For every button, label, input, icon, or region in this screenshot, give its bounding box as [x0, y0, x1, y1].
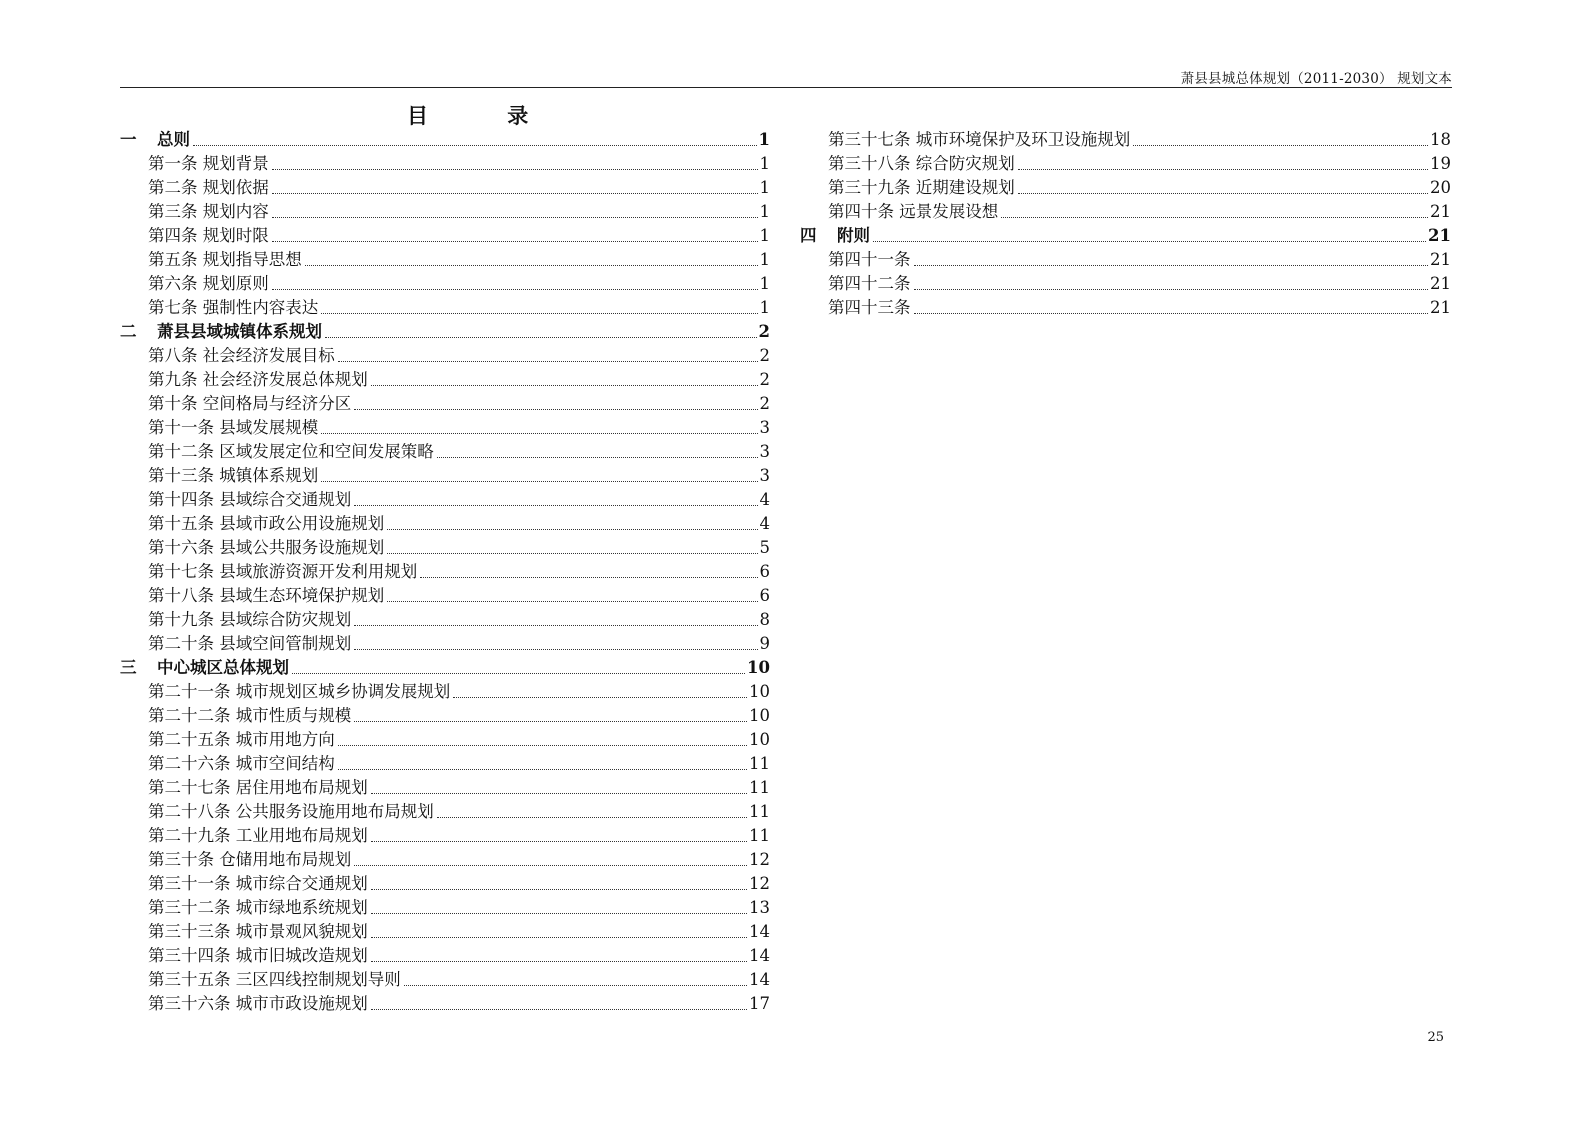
toc-entry-page: 10 — [749, 706, 770, 725]
toc-entry-page: 3 — [759, 418, 770, 437]
toc-entry-page: 1 — [758, 130, 770, 149]
toc-entry-label: 第五条 规划指导思想 — [148, 250, 302, 269]
toc-dot-leader — [371, 961, 747, 962]
toc-entry-page: 3 — [759, 442, 770, 461]
toc-article-entry[interactable] — [120, 800, 770, 824]
toc-entry-page: 12 — [749, 850, 770, 869]
toc-entry-page: 2 — [758, 322, 770, 341]
toc-article-entry[interactable] — [120, 680, 770, 704]
toc-entry-page: 5 — [759, 538, 770, 557]
toc-entry-page: 6 — [759, 586, 770, 605]
toc-article-entry[interactable] — [120, 776, 770, 800]
toc-entry-label: 第十四条 县域综合交通规划 — [148, 490, 352, 509]
toc-dot-leader — [272, 193, 758, 194]
toc-entry-label: 第二条 规划依据 — [148, 178, 269, 197]
toc-article-entry[interactable] — [120, 824, 770, 848]
toc-article-entry[interactable] — [120, 704, 770, 728]
toc-entry-label: 第十七条 县域旅游资源开发利用规划 — [148, 562, 418, 581]
page-number: 25 — [1427, 1030, 1444, 1045]
toc-entry-page: 8 — [759, 610, 770, 629]
toc-entry-page: 19 — [1430, 154, 1451, 173]
toc-article-entry[interactable] — [120, 344, 770, 368]
toc-entry-page: 21 — [1430, 250, 1451, 269]
toc-article-entry[interactable] — [120, 872, 770, 896]
toc-dot-leader — [453, 697, 747, 698]
toc-entry-label: 第一条 规划背景 — [148, 154, 269, 173]
toc-entry-label: 第二十一条 城市规划区城乡协调发展规划 — [148, 682, 451, 701]
toc-entry-label: 第七条 强制性内容表达 — [148, 298, 319, 317]
toc-article-entry[interactable] — [120, 536, 770, 560]
toc-dot-leader — [371, 889, 747, 890]
toc-article-entry[interactable] — [120, 176, 770, 200]
toc-entry-label: 第十二条 区域发展定位和空间发展策略 — [148, 442, 434, 461]
toc-article-entry[interactable] — [120, 560, 770, 584]
toc-dot-leader — [437, 457, 758, 458]
toc-article-entry[interactable] — [120, 728, 770, 752]
toc-chapter-number: 三 — [120, 658, 137, 677]
toc-dot-leader — [371, 793, 747, 794]
toc-article-entry[interactable] — [120, 512, 770, 536]
toc-article-entry[interactable] — [120, 632, 770, 656]
toc-entry-label: 中心城区总体规划 — [157, 658, 289, 677]
toc-entry-label: 第二十五条 城市用地方向 — [148, 730, 335, 749]
toc-dot-leader — [354, 505, 757, 506]
toc-dot-leader — [272, 169, 758, 170]
toc-dot-leader — [914, 265, 1429, 266]
toc-article-entry[interactable] — [120, 464, 770, 488]
toc-dot-leader — [272, 289, 758, 290]
toc-dot-leader — [1001, 217, 1428, 218]
toc-entry-page: 21 — [1430, 274, 1451, 293]
toc-entry-label: 第三十八条 综合防灾规划 — [828, 154, 1015, 173]
toc-entry-page: 11 — [749, 754, 770, 773]
toc-entry-label: 第二十六条 城市空间结构 — [148, 754, 335, 773]
toc-chapter-number: 四 — [800, 226, 817, 245]
toc-entry-label: 第十一条 县域发展规模 — [148, 418, 319, 437]
toc-entry-label: 第二十条 县域空间管制规划 — [148, 634, 352, 653]
toc-article-entry[interactable] — [800, 272, 1451, 296]
toc-entry-label: 第三十二条 城市绿地系统规划 — [148, 898, 368, 917]
toc-article-entry[interactable] — [120, 152, 770, 176]
toc-entry-label: 第十六条 县域公共服务设施规划 — [148, 538, 385, 557]
toc-dot-leader — [338, 769, 747, 770]
toc-entry-page: 6 — [759, 562, 770, 581]
toc-chapter-number: 一 — [120, 130, 137, 149]
toc-dot-leader — [387, 529, 757, 530]
toc-article-entry[interactable] — [120, 248, 770, 272]
toc-entry-label: 第三十三条 城市景观风貌规划 — [148, 922, 368, 941]
toc-entry-page: 2 — [759, 346, 770, 365]
toc-article-entry[interactable] — [800, 128, 1451, 152]
toc-dot-leader — [437, 817, 747, 818]
toc-dot-leader — [1018, 169, 1428, 170]
toc-entry-page: 11 — [749, 778, 770, 797]
toc-entry-page: 2 — [759, 370, 770, 389]
toc-entry-page: 13 — [749, 898, 770, 917]
toc-chapter-entry[interactable] — [120, 128, 770, 152]
toc-chapter-entry[interactable] — [120, 320, 770, 344]
toc-article-entry[interactable] — [120, 944, 770, 968]
toc-entry-label: 第十条 空间格局与经济分区 — [148, 394, 352, 413]
toc-article-entry[interactable] — [120, 488, 770, 512]
toc-article-entry[interactable] — [120, 608, 770, 632]
toc-entry-label: 第十五条 县域市政公用设施规划 — [148, 514, 385, 533]
toc-entry-page: 1 — [759, 298, 770, 317]
toc-dot-leader — [1133, 145, 1428, 146]
toc-entry-label: 附则 — [837, 226, 870, 245]
toc-dot-leader — [914, 289, 1429, 290]
toc-entry-page: 9 — [759, 634, 770, 653]
toc-article-entry[interactable] — [120, 992, 770, 1016]
toc-dot-leader — [914, 313, 1429, 314]
toc-article-entry[interactable] — [120, 848, 770, 872]
toc-entry-label: 第十三条 城镇体系规划 — [148, 466, 319, 485]
toc-article-entry[interactable] — [120, 584, 770, 608]
toc-entry-page: 1 — [759, 274, 770, 293]
toc-entry-page: 10 — [747, 658, 770, 677]
toc-dot-leader — [321, 313, 757, 314]
toc-article-entry[interactable] — [120, 920, 770, 944]
toc-dot-leader — [272, 241, 758, 242]
toc-entry-page: 4 — [759, 514, 770, 533]
toc-entry-page: 4 — [759, 490, 770, 509]
toc-entry-label: 第十八条 县域生态环境保护规划 — [148, 586, 385, 605]
toc-title: 目 录 — [407, 103, 565, 128]
toc-entry-label: 第八条 社会经济发展目标 — [148, 346, 335, 365]
toc-dot-leader — [325, 337, 757, 338]
toc-dot-leader — [387, 553, 757, 554]
toc-article-entry[interactable] — [120, 416, 770, 440]
toc-entry-label: 第二十二条 城市性质与规模 — [148, 706, 352, 725]
toc-entry-page: 10 — [749, 730, 770, 749]
toc-dot-leader — [1018, 193, 1428, 194]
toc-entry-page: 12 — [749, 874, 770, 893]
toc-dot-leader — [292, 673, 745, 674]
toc-entry-page: 14 — [749, 970, 770, 989]
toc-article-entry[interactable] — [800, 152, 1451, 176]
toc-dot-leader — [371, 1009, 747, 1010]
toc-article-entry[interactable] — [120, 224, 770, 248]
toc-dot-leader — [371, 385, 758, 386]
toc-dot-leader — [272, 217, 758, 218]
toc-entry-label: 第二十七条 居住用地布局规划 — [148, 778, 368, 797]
toc-entry-label: 第三十四条 城市旧城改造规划 — [148, 946, 368, 965]
toc-entry-label: 第二十八条 公共服务设施用地布局规划 — [148, 802, 434, 821]
toc-dot-leader — [387, 601, 757, 602]
toc-entry-page: 10 — [749, 682, 770, 701]
toc-dot-leader — [338, 361, 758, 362]
toc-entry-label: 第十九条 县域综合防灾规划 — [148, 610, 352, 629]
toc-chapter-entry[interactable] — [120, 656, 770, 680]
toc-article-entry[interactable] — [120, 896, 770, 920]
toc-dot-leader — [371, 841, 747, 842]
toc-entry-label: 萧县县域城镇体系规划 — [157, 322, 322, 341]
toc-dot-leader — [321, 433, 757, 434]
toc-entry-label: 总则 — [157, 130, 190, 149]
toc-article-entry[interactable] — [800, 200, 1451, 224]
toc-entry-page: 2 — [759, 394, 770, 413]
header-divider — [120, 87, 1452, 88]
toc-entry-label: 第三十一条 城市综合交通规划 — [148, 874, 368, 893]
toc-entry-page: 17 — [749, 994, 770, 1013]
toc-article-entry[interactable] — [120, 392, 770, 416]
toc-entry-label: 第四十一条 — [828, 250, 911, 269]
toc-dot-leader — [354, 649, 757, 650]
toc-entry-page: 1 — [759, 154, 770, 173]
toc-entry-page: 14 — [749, 946, 770, 965]
toc-article-entry[interactable] — [800, 296, 1451, 320]
toc-entry-label: 第三十九条 近期建设规划 — [828, 178, 1015, 197]
toc-entry-page: 20 — [1430, 178, 1451, 197]
toc-article-entry[interactable] — [800, 248, 1451, 272]
toc-dot-leader — [305, 265, 758, 266]
toc-dot-leader — [404, 985, 747, 986]
toc-article-entry[interactable] — [120, 200, 770, 224]
toc-article-entry[interactable] — [800, 176, 1451, 200]
toc-dot-leader — [354, 409, 757, 410]
toc-entry-label: 第四十二条 — [828, 274, 911, 293]
toc-article-entry[interactable] — [120, 968, 770, 992]
toc-entry-page: 21 — [1430, 298, 1451, 317]
toc-entry-label: 第三十条 仓储用地布局规划 — [148, 850, 352, 869]
toc-dot-leader — [354, 865, 747, 866]
toc-entry-page: 21 — [1428, 226, 1451, 245]
toc-entry-page: 1 — [759, 178, 770, 197]
toc-entry-label: 第三十五条 三区四线控制规划导则 — [148, 970, 401, 989]
toc-dot-leader — [371, 937, 747, 938]
toc-dot-leader — [371, 913, 747, 914]
toc-dot-leader — [873, 241, 1426, 242]
toc-entry-page: 1 — [759, 202, 770, 221]
toc-dot-leader — [420, 577, 757, 578]
toc-article-entry[interactable] — [120, 440, 770, 464]
toc-entry-page: 18 — [1430, 130, 1451, 149]
toc-article-entry[interactable] — [120, 752, 770, 776]
toc-entry-label: 第二十九条 工业用地布局规划 — [148, 826, 368, 845]
toc-entry-label: 第六条 规划原则 — [148, 274, 269, 293]
toc-column-right — [800, 128, 1451, 320]
toc-dot-leader — [338, 745, 747, 746]
toc-entry-page: 3 — [759, 466, 770, 485]
toc-entry-label: 第三十七条 城市环境保护及环卫设施规划 — [828, 130, 1131, 149]
toc-entry-label: 第三条 规划内容 — [148, 202, 269, 221]
toc-entry-page: 1 — [759, 226, 770, 245]
toc-entry-page: 21 — [1430, 202, 1451, 221]
toc-dot-leader — [193, 145, 757, 146]
toc-entry-page: 11 — [749, 826, 770, 845]
document-header-title: 萧县县城总体规划（2011-2030） 规划文本 — [1180, 71, 1452, 87]
toc-article-entry[interactable] — [120, 368, 770, 392]
toc-entry-label: 第四十条 远景发展设想 — [828, 202, 999, 221]
toc-entry-page: 14 — [749, 922, 770, 941]
toc-article-entry[interactable] — [120, 272, 770, 296]
toc-chapter-entry[interactable] — [800, 224, 1451, 248]
toc-dot-leader — [354, 721, 747, 722]
toc-article-entry[interactable] — [120, 296, 770, 320]
toc-dot-leader — [354, 625, 757, 626]
toc-entry-page: 11 — [749, 802, 770, 821]
toc-chapter-number: 二 — [120, 322, 137, 341]
toc-column-left — [120, 128, 770, 1016]
toc-dot-leader — [321, 481, 757, 482]
toc-entry-label: 第九条 社会经济发展总体规划 — [148, 370, 368, 389]
toc-entry-label: 第四十三条 — [828, 298, 911, 317]
toc-entry-label: 第四条 规划时限 — [148, 226, 269, 245]
toc-entry-page: 1 — [759, 250, 770, 269]
toc-entry-label: 第三十六条 城市市政设施规划 — [148, 994, 368, 1013]
